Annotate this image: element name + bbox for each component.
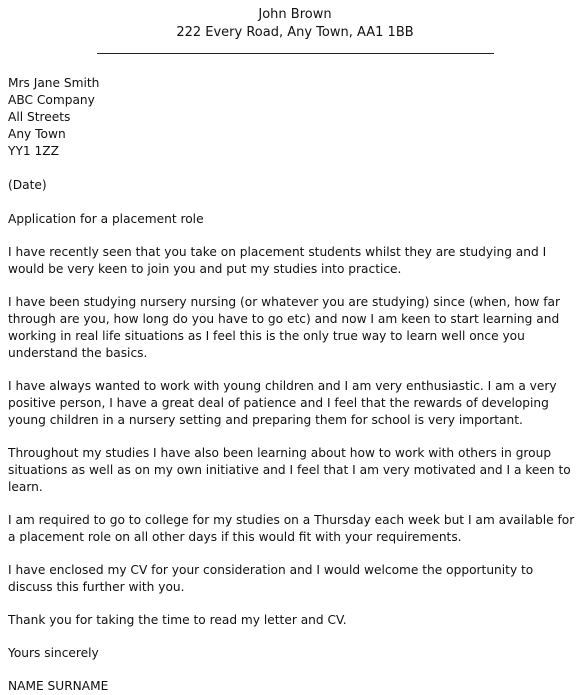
letter-paragraph: Throughout my studies I have also been learning about how to work with others in group situations as well as on my own initiative and I feel that I am very motivated and I a keen to learn. <box>8 446 571 494</box>
letter-paragraph: I have always wanted to work with young children and I am very enthusiastic. I am a very positive person, I have a great deal of patience and I feel that the rewards of developing young children in a nursery setting and preparing them for school is very important. <box>8 379 557 427</box>
recipient-line: ABC Company <box>8 93 95 107</box>
sender-address: 222 Every Road, Any Town, AA1 1BB <box>176 25 414 40</box>
recipient-line: Mrs Jane Smith <box>8 76 100 90</box>
letter-paragraph: I have enclosed my CV for your consideration and I would welcome the opportunity to discuss this further with you. <box>8 563 534 594</box>
recipient-line: Any Town <box>8 127 66 141</box>
letter-body <box>8 75 580 695</box>
header-divider <box>97 53 494 54</box>
letter-paragraph: I am required to go to college for my studies on a Thursday each week but I am available for a placement role on all other days if this would fit with your requirements. <box>8 513 575 544</box>
letter-paragraph: Thank you for taking the time to read my letter and CV. <box>8 613 347 627</box>
sender-name: John Brown <box>258 7 332 22</box>
letter-closing: Yours sincerely <box>8 646 99 660</box>
letter-paragraph: I have been studying nursery nursing (or whatever you are studying) since (when, how far through are you, how long do you have to go etc) and now I am keen to start learning and working in real life situations as I feel this is the only true way to learn well once you understand the basics. <box>8 295 561 360</box>
recipient-line: All Streets <box>8 110 71 124</box>
letter-paragraph: I have recently seen that you take on placement students whilst they are studying and I would be very keen to join you and put my studies into practice. <box>8 245 547 276</box>
letter-signature: NAME SURNAME <box>8 679 109 693</box>
letter-date: (Date) <box>8 178 47 192</box>
recipient-line: YY1 1ZZ <box>8 144 59 158</box>
letter-subject: Application for a placement role <box>8 212 204 226</box>
recipient-address <box>8 75 580 160</box>
letter-header <box>0 6 583 42</box>
